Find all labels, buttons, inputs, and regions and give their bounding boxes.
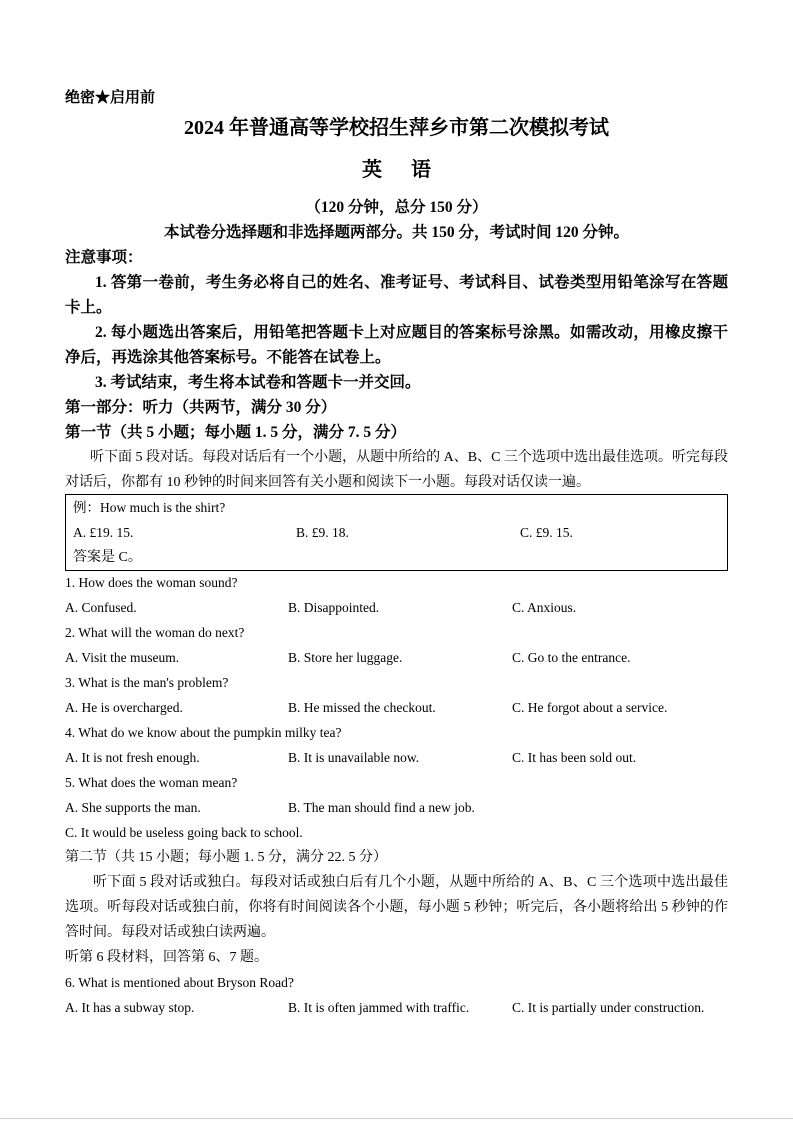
exam-title: 2024 年普通高等学校招生萍乡市第二次模拟考试 (184, 117, 609, 139)
question-options (65, 795, 728, 820)
option-b: B. The man should find a new job. (288, 800, 475, 815)
option-b: B. He missed the checkout. (288, 700, 436, 715)
section2-instructions: 听下面 5 段对话或独白。每段对话或独白后有几个小题，从题中所给的 A、B、C 三个选项中选出最佳选项。听每段对话或独白前，你将有时间阅读各个小题，每小题 5 秒钟；听完后，各小题将给出 5 秒钟的作答时间。每段对话或独白读两遍。 (65, 875, 728, 940)
example-options (73, 520, 727, 545)
exam-page (65, 86, 728, 1020)
option-a: A. It has a subway stop. (65, 1000, 195, 1015)
question-options (65, 595, 728, 620)
question-stem: 5. What does the woman mean? (65, 775, 238, 790)
option-b: B. Store her luggage. (288, 650, 403, 665)
note-item: 2. 每小题选出答案后，用铅笔把答题卡上对应题目的答案标号涂黑。如需改动，用橡皮擦干净后，再选涂其他答案标号。不能答在试卷上。 (65, 324, 728, 366)
question-options (65, 645, 728, 670)
example-option-b: B. £9. 18. (296, 525, 349, 540)
note-item: 3. 考试结束，考生将本试卷和答题卡一并交回。 (95, 374, 421, 391)
section2-heading: 第二节（共 15 小题；每小题 1. 5 分，满分 22. 5 分） (65, 850, 387, 865)
option-c: C. Anxious. (512, 600, 577, 615)
option-c: C. It has been sold out. (512, 750, 637, 765)
question-options (65, 745, 728, 770)
example-box (65, 494, 728, 571)
notes-heading: 注意事项： (65, 249, 143, 266)
example-question: 例：How much is the shirt? (73, 500, 226, 515)
option-a: A. Confused. (65, 600, 137, 615)
option-c: C. He forgot about a service. (512, 700, 668, 715)
option-a: A. Visit the museum. (65, 650, 180, 665)
question-stem: 2. What will the woman do next? (65, 625, 245, 640)
question-options (65, 820, 728, 845)
part1-heading: 第一部分：听力（共两节，满分 30 分） (65, 399, 337, 416)
option-b: B. Disappointed. (288, 600, 380, 615)
option-a: A. He is overcharged. (65, 700, 183, 715)
example-option-a: A. £19. 15. (73, 525, 134, 540)
subject-title: 英 语 (362, 159, 431, 181)
example-option-c: C. £9. 15. (520, 525, 573, 540)
question-stem: 1. How does the woman sound? (65, 575, 238, 590)
option-a: A. It is not fresh enough. (65, 750, 200, 765)
option-c: C. Go to the entrance. (512, 650, 631, 665)
question-options (65, 695, 728, 720)
example-answer: 答案是 C。 (73, 550, 142, 565)
option-b: B. It is unavailable now. (288, 750, 420, 765)
question-stem: 3. What is the man's problem? (65, 675, 229, 690)
exam-summary: 本试卷分选择题和非选择题两部分。共 150 分，考试时间 120 分钟。 (163, 224, 629, 241)
option-b: B. It is often jammed with traffic. (288, 1000, 470, 1015)
section1-heading: 第一节（共 5 小题；每小题 1. 5 分，满分 7. 5 分） (65, 424, 407, 441)
question-options (65, 995, 728, 1020)
duration-score: （120 分钟，总分 150 分） (305, 199, 488, 216)
option-c: C. It is partially under construction. (512, 1000, 705, 1015)
note-item: 1. 答第一卷前，考生务必将自己的姓名、准考证号、考试科目、试卷类型用铅笔涂写在答题卡上。 (65, 274, 728, 316)
option-c: C. It would be useless going back to school. (65, 825, 303, 840)
section1-instructions: 听下面 5 段对话。每段对话后有一个小题，从题中所给的 A、B、C 三个选项中选出最佳选项。听完每段对话后，你都有 10 秒钟的时间来回答有关小题和阅读下一小题。每段对话仅读一遍。 (65, 450, 728, 490)
material-intro: 听第 6 段材料，回答第 6、7 题。 (65, 950, 268, 965)
option-a: A. She supports the man. (65, 800, 201, 815)
page-bottom-edge (0, 1118, 793, 1119)
question-stem: 4. What do we know about the pumpkin milky tea? (65, 725, 342, 740)
question-stem: 6. What is mentioned about Bryson Road? (65, 975, 294, 990)
confidential-label: 绝密★启用前 (65, 90, 156, 106)
